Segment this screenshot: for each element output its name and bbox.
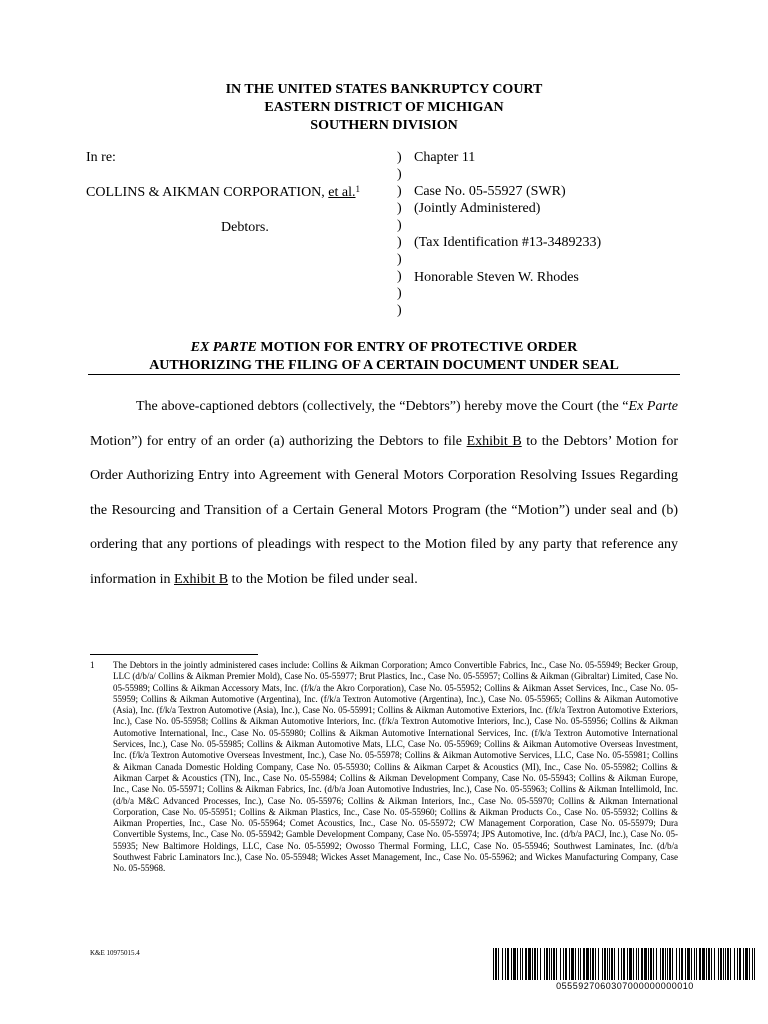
- debtors-label: Debtors.: [221, 220, 269, 235]
- ex-parte-italic: EX PARTE: [190, 340, 257, 355]
- court-name: IN THE UNITED STATES BANKRUPTCY COURT: [225, 82, 543, 97]
- document-reference: K&E 10975015.4: [90, 949, 140, 957]
- ex-parte-term: Ex Parte: [628, 399, 679, 414]
- court-district: EASTERN DISTRICT OF MICHIGAN: [264, 100, 504, 115]
- body-text: to the Debtors’ Motion for Order Authorizing Entry into Agreement with General Motors Corporation Resolving Issues Regarding the Resourcing and Transition of a Certain General Motors Program (the “Motion”) under seal and (b) ordering that any portions of pleadings with respect to the Motion filed by any party that reference any information in: [90, 433, 678, 587]
- paren: ): [397, 201, 402, 216]
- footnote: [90, 660, 678, 875]
- paren: ): [397, 150, 402, 165]
- et-al: et al.: [328, 185, 356, 200]
- case-number: Case No. 05-55927 (SWR): [414, 184, 566, 199]
- debtor-name-text: COLLINS & AIKMAN CORPORATION,: [86, 185, 329, 200]
- paren: ): [397, 252, 402, 267]
- jointly-administered: (Jointly Administered): [414, 201, 541, 216]
- paren: ): [397, 218, 402, 233]
- court-division: SOUTHERN DIVISION: [310, 118, 458, 133]
- motion-title-line-2: AUTHORIZING THE FILING OF A CERTAIN DOCUMENT UNDER SEAL: [149, 358, 619, 373]
- body-paragraph: [90, 390, 678, 598]
- debtor-name: [86, 184, 360, 201]
- paren: ): [397, 286, 402, 301]
- body-text: Motion”) for entry of an order (a) authorizing the Debtors to file: [90, 433, 467, 449]
- body-text: to the Motion be filed under seal.: [228, 571, 418, 587]
- footnote-rule: [90, 654, 258, 655]
- exhibit-b-reference: Exhibit B: [174, 571, 229, 587]
- exhibit-b-reference: Exhibit B: [466, 433, 522, 449]
- paren: ): [397, 235, 402, 250]
- motion-title-line-1: [88, 339, 680, 357]
- judge: Honorable Steven W. Rhodes: [414, 270, 579, 285]
- in-re-label: In re:: [86, 150, 116, 165]
- motion-title-line-1-text: MOTION FOR ENTRY OF PROTECTIVE ORDER: [256, 340, 578, 355]
- body-text: The above-captioned debtors (collectively, the “Debtors”) hereby move the Court (the “: [136, 399, 629, 414]
- paren: ): [397, 269, 402, 284]
- title-rule: [88, 374, 680, 375]
- footnote-number: 1: [90, 660, 95, 670]
- barcode-number: 0555927060307000000000010: [556, 981, 694, 991]
- chapter: Chapter 11: [414, 150, 476, 165]
- paren: ): [397, 303, 402, 318]
- footnote-marker: 1: [355, 184, 361, 194]
- footnote-text: The Debtors in the jointly administered cases include: Collins & Aikman Corporation; Amco Convertible Fabrics, Inc., Case No. 05-55949; Becker Group, LLC (d/b/a/ Collins & Aikman Premier Mold), Case No. 05-55977; Brut Plastics, Inc., Case No. 05-55957; Collins & Aikman (Gibraltar) Limited, Case No. 05-55989; Collins & Aikman Accessory Mats, Inc. (f/k/a the Akro Corporation), Case No. 05-55952; Collins & Aikman Asset Services, Inc., Case No. 05-55959; Collins & Aikman Automotive (Argentina), Inc. (f/k/a Textron Automotive (Argentina), Inc.), Case No. 05-55965; Collins & Aikman Automotive (Asia), Inc. (f/k/a Textron Automotive (Asia), Inc.), Case No. 05-55991; Collins & Aikman Automotive Exteriors, Inc. (f/k/a Textron Automotive Exteriors, Inc.), Case No. 05-55958; Collins & Aikman Automotive Interiors, Inc. (f/k/a Textron Automotive Interiors, Inc.), Case No. 05-55956; Collins & Aikman Automotive International, Inc., Case No. 05-55980; Collins & Aikman Automotive International Services, Inc. (f/k/a Textron Automotive International Services, Inc.), Case No. 05-55985; Collins & Aikman Automotive Mats, LLC, Case No. 05-55969; Collins & Aikman Automotive Overseas Investment, Inc. (f/k/a Textron Automotive Overseas Investment, Inc.), Case No. 05-55978; Collins & Aikman Automotive Services, LLC, Case No. 05-55981; Collins & Aikman Canada Domestic Holding Company, Case No. 05-55930; Collins & Aikman Carpet & Acoustics (MI), Inc., Case No. 05-55982; Collins & Aikman Carpet & Acoustics (TN), Inc., Case No. 05-55984; Collins & Aikman Development Company, Case No. 05-55943; Collins & Aikman Europe, Inc., Case No. 05-55971; Collins & Aikman Fabrics, Inc. (d/b/a Joan Automotive Industries, Inc.), Case No. 05-55963; Collins & Aikman Intellimold, Inc. (d/b/a M&C Advanced Processes, Inc.), Case No. 05-55976; Collins & Aikman Interiors, Inc., Case No. 05-55970; Collins & Aikman International Corporation, Case No. 05-55951; Collins & Aikman Plastics, Inc., Case No. 05-55960; Collins & Aikman Products Co., Case No. 05-55932; Collins & Aikman Properties, Inc., Case No. 05-55964; Comet Acoustics, Inc., Case No. 05-55972; CW Management Corporation, Case No. 05-55979; Dura Convertible Systems, Inc., Case No. 05-55942; Gamble Development Company, Case No. 05-55974; JPS Automotive, Inc. (d/b/a PACJ, Inc.), Case No. 05-55935; New Baltimore Holdings, LLC, Case No. 05-55992; Owosso Thermal Forming, LLC, Case No. 05-55946; Southwest Laminates, Inc. (d/b/a Southwest Fabric Laminators Inc.), Case No. 05-55948; Wickes Asset Management, Inc., Case No. 05-55962; and Wickes Manufacturing Company, Case No. 05-55968.: [113, 660, 678, 874]
- paren: ): [397, 184, 402, 199]
- motion-body: [90, 390, 678, 598]
- tax-id: (Tax Identification #13-3489233): [414, 235, 602, 250]
- motion-title: [88, 339, 680, 375]
- barcode-image: [493, 948, 757, 980]
- paren: ): [397, 167, 402, 182]
- caption-parentheses: [397, 149, 402, 319]
- court-header: [0, 81, 768, 135]
